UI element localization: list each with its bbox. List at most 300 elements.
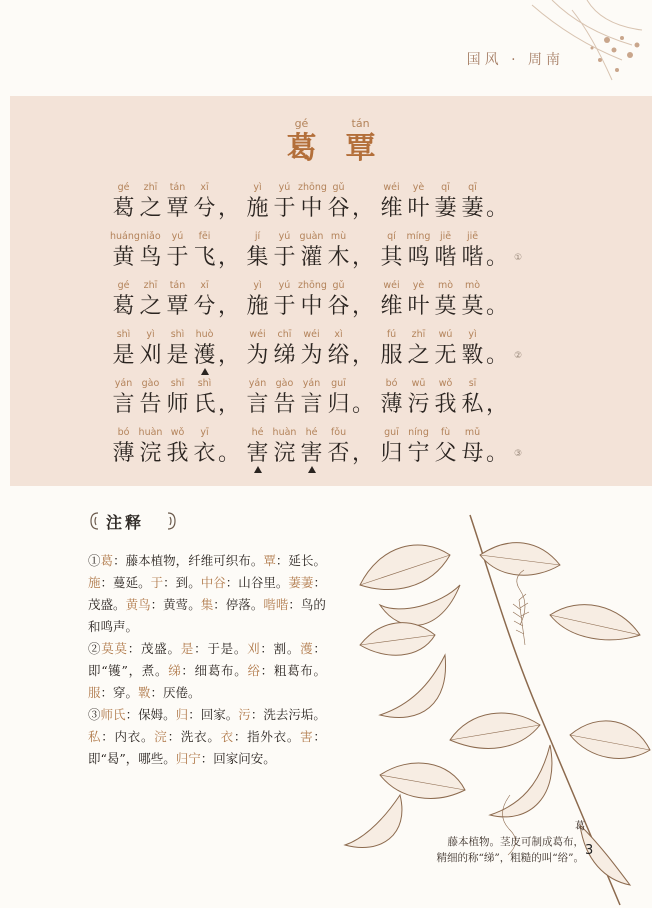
note-text: ：回家问安。 xyxy=(200,751,276,766)
char-pinyin: yè xyxy=(412,182,425,193)
section-title: 国风 · 周南 xyxy=(466,52,564,68)
verse-line xyxy=(110,227,650,273)
char-hanzi: 于 xyxy=(273,294,296,319)
char-hanzi: 浣 xyxy=(139,441,162,466)
verse-char xyxy=(244,378,271,420)
title-hanzi: 葛 xyxy=(286,131,317,166)
char-hanzi: 衣 xyxy=(193,441,216,466)
verse-char xyxy=(459,231,486,273)
note-text: ：细葛布。 xyxy=(181,663,248,678)
char-hanzi: 薄 xyxy=(112,441,135,466)
char-hanzi: 鸟 xyxy=(139,245,162,270)
title-pinyin: gé xyxy=(294,117,309,130)
char-pinyin: jiē xyxy=(439,231,452,242)
char-hanzi: 斁 xyxy=(461,343,484,368)
char-hanzi: 施 xyxy=(246,294,269,319)
note-text: ：指外衣。 xyxy=(233,729,301,744)
note-number: ② xyxy=(88,641,102,656)
verse-char xyxy=(110,378,137,420)
char-hanzi: 薄 xyxy=(380,392,403,417)
char-pinyin: shì xyxy=(170,329,185,340)
char-pinyin: shì xyxy=(116,329,131,340)
char-pinyin: guàn xyxy=(299,231,324,242)
verse-char xyxy=(137,427,164,469)
char-pinyin: gào xyxy=(141,378,160,389)
char-pinyin: yú xyxy=(278,182,291,193)
char-pinyin: yán xyxy=(302,378,321,389)
verse-char xyxy=(137,182,164,224)
note-term: 是 xyxy=(180,641,195,656)
punctuation: ， xyxy=(352,343,375,368)
verse-char xyxy=(378,329,405,371)
char-pinyin: zhī xyxy=(143,182,158,193)
verse-char xyxy=(459,280,486,322)
char-hanzi: 喈 xyxy=(461,245,484,270)
verse-char xyxy=(271,231,298,273)
char-pinyin: yú xyxy=(278,231,291,242)
verse-char xyxy=(271,378,298,420)
char-pinyin: fēi xyxy=(198,231,211,242)
note-text: ：延长。 xyxy=(275,553,326,568)
char-pinyin: yán xyxy=(248,378,267,389)
char-pinyin: wú xyxy=(438,329,453,340)
note-term: 斁 xyxy=(138,685,151,700)
char-pinyin: wéi xyxy=(303,329,320,340)
note-term: 归宁 xyxy=(175,751,201,766)
note-term: 中谷 xyxy=(200,575,226,590)
note-text: ：洗去污垢。 xyxy=(250,707,326,722)
verse-char xyxy=(432,427,459,469)
note-text: ：黄莺。 xyxy=(150,597,201,612)
verse-char xyxy=(405,231,432,273)
char-pinyin: bó xyxy=(385,378,398,389)
char-pinyin: guī xyxy=(384,427,399,438)
char-pinyin: yú xyxy=(171,231,184,242)
char-hanzi: 叶 xyxy=(407,196,430,221)
char-pinyin: niǎo xyxy=(140,231,161,242)
punctuation: 。 xyxy=(486,245,509,270)
char-hanzi: 服 xyxy=(380,343,403,368)
verse-char xyxy=(271,427,298,469)
char-hanzi: 师 xyxy=(166,392,189,417)
char-pinyin: gé xyxy=(117,280,130,291)
verse-char xyxy=(378,378,405,420)
char-pinyin: huáng xyxy=(110,231,140,242)
char-pinyin: zhī xyxy=(143,280,158,291)
verse-char xyxy=(271,280,298,322)
char-hanzi: 葛 xyxy=(112,294,135,319)
verse-char xyxy=(137,378,164,420)
char-pinyin: hé xyxy=(251,427,264,438)
verse-char xyxy=(459,329,486,371)
char-hanzi: 母 xyxy=(461,441,484,466)
note-text: ：鸟的和鸣声。 xyxy=(88,597,326,634)
note-text: ：到。 xyxy=(163,575,201,590)
note-text: ：即“镬”，煮。 xyxy=(88,641,326,678)
char-hanzi: 害 xyxy=(246,441,269,466)
char-hanzi: 是 xyxy=(112,343,135,368)
note-text: ：内衣。 xyxy=(101,729,155,744)
punctuation: 。 xyxy=(486,343,509,368)
verse-char xyxy=(271,182,298,224)
title-hanzi: 覃 xyxy=(345,131,376,166)
note-text: ：山谷里。 xyxy=(225,575,289,590)
char-hanzi: 飞 xyxy=(193,245,216,270)
note-term: 萋萋 xyxy=(288,575,314,590)
char-pinyin: mò xyxy=(464,280,481,291)
verse-char xyxy=(271,329,298,371)
punctuation: 。 xyxy=(352,392,375,417)
char-hanzi: 黄 xyxy=(112,245,135,270)
verse-char xyxy=(378,182,405,224)
verse-char xyxy=(378,280,405,322)
verse-char xyxy=(325,182,352,224)
note-term: 葛 xyxy=(100,553,114,568)
verse-char xyxy=(405,182,432,224)
note-term: 刈 xyxy=(247,641,261,656)
char-pinyin: wéi xyxy=(383,280,400,291)
verse-char xyxy=(191,182,218,224)
notes-header xyxy=(88,508,178,534)
char-hanzi: 中 xyxy=(300,196,323,221)
punctuation: 。 xyxy=(486,294,509,319)
char-pinyin: gǔ xyxy=(332,280,345,291)
verse-char-marked xyxy=(191,329,218,371)
caption-line: 精细的称“绨”，粗糙的叫“绤”。 xyxy=(436,852,584,864)
char-pinyin: mò xyxy=(437,280,454,291)
char-hanzi: 否 xyxy=(327,441,350,466)
char-pinyin: chī xyxy=(277,329,292,340)
verse-char xyxy=(110,280,137,322)
char-pinyin: guī xyxy=(331,378,346,389)
note-term: 衣 xyxy=(220,729,234,744)
char-hanzi: 氏 xyxy=(193,392,216,417)
note-term: 师氏 xyxy=(100,707,126,722)
char-hanzi: 为 xyxy=(246,343,269,368)
verse-char xyxy=(432,280,459,322)
verse-char xyxy=(191,280,218,322)
char-pinyin: wéi xyxy=(249,329,266,340)
verse-char xyxy=(405,427,432,469)
char-hanzi: 归 xyxy=(327,392,350,417)
note-text: ：粗葛布。 xyxy=(260,663,326,678)
note-text: ：于是。 xyxy=(194,641,248,656)
char-hanzi: 言 xyxy=(300,392,323,417)
char-hanzi: 于 xyxy=(273,196,296,221)
char-pinyin: shī xyxy=(170,378,185,389)
char-hanzi: 莫 xyxy=(434,294,457,319)
footnote-marker: ③ xyxy=(514,449,523,459)
note-text: ：茂盛。 xyxy=(127,641,181,656)
verse-char xyxy=(298,182,325,224)
verse-line xyxy=(110,423,650,469)
char-hanzi: 中 xyxy=(300,294,323,319)
title-pinyin: tán xyxy=(351,117,370,130)
verse-line xyxy=(110,325,650,371)
verse-char xyxy=(110,182,137,224)
char-hanzi: 无 xyxy=(434,343,457,368)
verse-char xyxy=(137,231,164,273)
note-text: ：洗衣。 xyxy=(167,729,221,744)
char-pinyin: xī xyxy=(200,182,209,193)
punctuation: ， xyxy=(486,392,509,417)
char-hanzi: 集 xyxy=(246,245,269,270)
char-hanzi: 我 xyxy=(166,441,189,466)
notes-label: 注释 xyxy=(106,513,145,532)
note-text: ：即“曷”，哪些。 xyxy=(88,729,326,766)
verse-char xyxy=(298,280,325,322)
char-hanzi: 鸣 xyxy=(407,245,430,270)
char-pinyin: tán xyxy=(169,280,186,291)
char-pinyin: yì xyxy=(468,329,477,340)
char-pinyin: mǔ xyxy=(464,427,481,438)
char-pinyin: yī xyxy=(200,427,209,438)
char-pinyin: xī xyxy=(200,280,209,291)
char-pinyin: xì xyxy=(334,329,343,340)
char-pinyin: huàn xyxy=(272,427,297,438)
verse-char xyxy=(164,280,191,322)
char-pinyin: yè xyxy=(412,280,425,291)
char-pinyin: yán xyxy=(114,378,133,389)
verse-char xyxy=(405,378,432,420)
note-term: 绤 xyxy=(247,663,261,678)
char-hanzi: 是 xyxy=(166,343,189,368)
char-pinyin: tán xyxy=(169,182,186,193)
verse-char xyxy=(405,280,432,322)
poem-panel xyxy=(10,96,652,486)
note-term: 浣 xyxy=(154,729,168,744)
note-text: ：保姆。 xyxy=(125,707,176,722)
verse-char xyxy=(137,280,164,322)
char-hanzi: 维 xyxy=(380,294,403,319)
note-term: 服 xyxy=(88,685,101,700)
char-hanzi: 萋 xyxy=(434,196,457,221)
punctuation: 。 xyxy=(218,441,241,466)
note-text: ：蔓延。 xyxy=(100,575,151,590)
char-hanzi: 谷 xyxy=(327,196,350,221)
char-pinyin: fù xyxy=(440,427,451,438)
verse-char xyxy=(244,329,271,371)
char-hanzi: 告 xyxy=(139,392,162,417)
char-hanzi: 告 xyxy=(273,392,296,417)
verse-char xyxy=(378,427,405,469)
char-pinyin: sī xyxy=(468,378,477,389)
punctuation: ， xyxy=(352,441,375,466)
note-text: ：停落。 xyxy=(213,597,264,612)
verse-char xyxy=(164,182,191,224)
char-hanzi: 言 xyxy=(112,392,135,417)
footnote-marker: ① xyxy=(514,253,523,263)
punctuation: 。 xyxy=(486,196,509,221)
char-pinyin: yì xyxy=(146,329,155,340)
char-pinyin: níng xyxy=(408,427,429,438)
note-text: ：割。 xyxy=(260,641,301,656)
verse-char xyxy=(432,378,459,420)
verse-char xyxy=(325,280,352,322)
char-hanzi: 之 xyxy=(139,196,162,221)
char-hanzi: 维 xyxy=(380,196,403,221)
char-hanzi: 言 xyxy=(246,392,269,417)
char-hanzi: 于 xyxy=(273,245,296,270)
verse-char xyxy=(378,231,405,273)
verse-line xyxy=(110,276,650,322)
char-hanzi: 浣 xyxy=(273,441,296,466)
char-hanzi: 覃 xyxy=(166,196,189,221)
punctuation: ， xyxy=(218,245,241,270)
char-pinyin: fǒu xyxy=(330,427,347,438)
char-hanzi: 之 xyxy=(407,343,430,368)
verse-char xyxy=(405,329,432,371)
note-item xyxy=(88,704,326,770)
char-pinyin: huàn xyxy=(138,427,163,438)
char-hanzi: 兮 xyxy=(193,294,216,319)
note-term: 覃 xyxy=(263,553,276,568)
note-term: 莫莫 xyxy=(101,641,128,656)
char-pinyin: wǒ xyxy=(438,378,453,389)
char-pinyin: míng xyxy=(406,231,431,242)
note-text: ：茂盛。 xyxy=(88,575,326,612)
verse-char xyxy=(191,427,218,469)
char-pinyin: gào xyxy=(275,378,294,389)
note-term: 施 xyxy=(88,575,101,590)
char-hanzi: 叶 xyxy=(407,294,430,319)
verse-char xyxy=(432,182,459,224)
verse-line xyxy=(110,374,650,420)
verse-char xyxy=(244,182,271,224)
char-hanzi: 其 xyxy=(380,245,403,270)
char-hanzi: 萋 xyxy=(461,196,484,221)
page-number: 3 xyxy=(585,843,594,858)
note-term: 绨 xyxy=(168,663,182,678)
punctuation: ， xyxy=(218,196,241,221)
char-pinyin: jiē xyxy=(466,231,479,242)
char-pinyin: jí xyxy=(254,231,261,242)
char-pinyin: mù xyxy=(330,231,347,242)
char-pinyin: hé xyxy=(305,427,318,438)
note-text: ：穿。 xyxy=(100,685,139,700)
verse-char xyxy=(191,378,218,420)
note-number: ③ xyxy=(88,707,101,722)
footnote-marker: ② xyxy=(514,351,523,361)
poem-title xyxy=(10,118,652,168)
char-hanzi: 施 xyxy=(246,196,269,221)
verse-char xyxy=(432,329,459,371)
char-hanzi: 灌 xyxy=(300,245,323,270)
char-hanzi: 我 xyxy=(434,392,457,417)
verse-char xyxy=(110,231,140,273)
verse-char xyxy=(244,280,271,322)
char-hanzi: 葛 xyxy=(112,196,135,221)
char-pinyin: gé xyxy=(117,182,130,193)
char-hanzi: 父 xyxy=(434,441,457,466)
verse-char-marked xyxy=(298,427,325,469)
char-hanzi: 木 xyxy=(327,245,350,270)
note-term: 害 xyxy=(300,729,314,744)
note-term: 濩 xyxy=(300,641,314,656)
punctuation: ， xyxy=(218,294,241,319)
verse-char xyxy=(164,378,191,420)
char-pinyin: yì xyxy=(253,280,262,291)
note-term: 归 xyxy=(175,707,189,722)
caption-title: 葛 xyxy=(574,820,586,832)
verse-char xyxy=(110,427,137,469)
punctuation: ， xyxy=(352,245,375,270)
title-char xyxy=(286,118,316,168)
char-hanzi: 谷 xyxy=(327,294,350,319)
char-hanzi: 濩 xyxy=(193,343,216,368)
char-pinyin: yú xyxy=(278,280,291,291)
punctuation: ， xyxy=(218,343,241,368)
char-hanzi: 兮 xyxy=(193,196,216,221)
verse-char xyxy=(432,231,459,273)
char-pinyin: fú xyxy=(386,329,397,340)
verse-char xyxy=(459,378,486,420)
verse-char xyxy=(298,378,325,420)
char-hanzi: 覃 xyxy=(166,294,189,319)
verse-char xyxy=(164,231,191,273)
char-hanzi: 于 xyxy=(166,245,189,270)
page-header xyxy=(0,0,652,95)
char-hanzi: 绤 xyxy=(327,343,350,368)
char-pinyin: wǒ xyxy=(170,427,185,438)
char-pinyin: wéi xyxy=(383,182,400,193)
note-term: 集 xyxy=(200,597,214,612)
char-pinyin: huò xyxy=(195,329,214,340)
punctuation: 。 xyxy=(486,441,509,466)
title-char xyxy=(346,118,376,168)
verse-char xyxy=(110,329,137,371)
verse-char xyxy=(325,231,352,273)
char-hanzi: 污 xyxy=(407,392,430,417)
punctuation: ， xyxy=(352,294,375,319)
char-hanzi: 莫 xyxy=(461,294,484,319)
char-hanzi: 归 xyxy=(380,441,403,466)
char-pinyin: zhōng xyxy=(298,182,327,193)
char-hanzi: 为 xyxy=(300,343,323,368)
punctuation: ， xyxy=(352,196,375,221)
verse-char xyxy=(137,329,164,371)
note-text: ：厌倦。 xyxy=(150,685,201,700)
verse-char xyxy=(325,378,352,420)
verse-char xyxy=(325,329,352,371)
verse-char-marked xyxy=(244,427,271,469)
verse-char xyxy=(459,427,486,469)
char-hanzi: 之 xyxy=(139,294,162,319)
verse-char xyxy=(191,231,218,273)
char-pinyin: qī xyxy=(468,182,477,193)
note-text: ：藤本植物，纤维可织布。 xyxy=(113,553,264,568)
verse-line xyxy=(110,178,650,224)
note-text: ：回家。 xyxy=(188,707,239,722)
note-term: 私 xyxy=(88,729,102,744)
verse-char xyxy=(459,182,486,224)
char-pinyin: zhōng xyxy=(298,280,327,291)
char-hanzi: 害 xyxy=(300,441,323,466)
char-pinyin: gǔ xyxy=(332,182,345,193)
verse-char xyxy=(244,231,271,273)
char-pinyin: bó xyxy=(117,427,130,438)
char-pinyin: shì xyxy=(197,378,212,389)
verse-char xyxy=(325,427,352,469)
caption-line: 藤本植物。茎皮可制成葛布， xyxy=(447,836,584,848)
note-term: 污 xyxy=(238,707,251,722)
verse-char xyxy=(298,231,325,273)
char-pinyin: yì xyxy=(253,182,262,193)
floral-ornament-icon xyxy=(512,0,652,95)
char-pinyin: wū xyxy=(411,378,426,389)
char-hanzi: 刈 xyxy=(139,343,162,368)
note-item xyxy=(88,550,326,638)
